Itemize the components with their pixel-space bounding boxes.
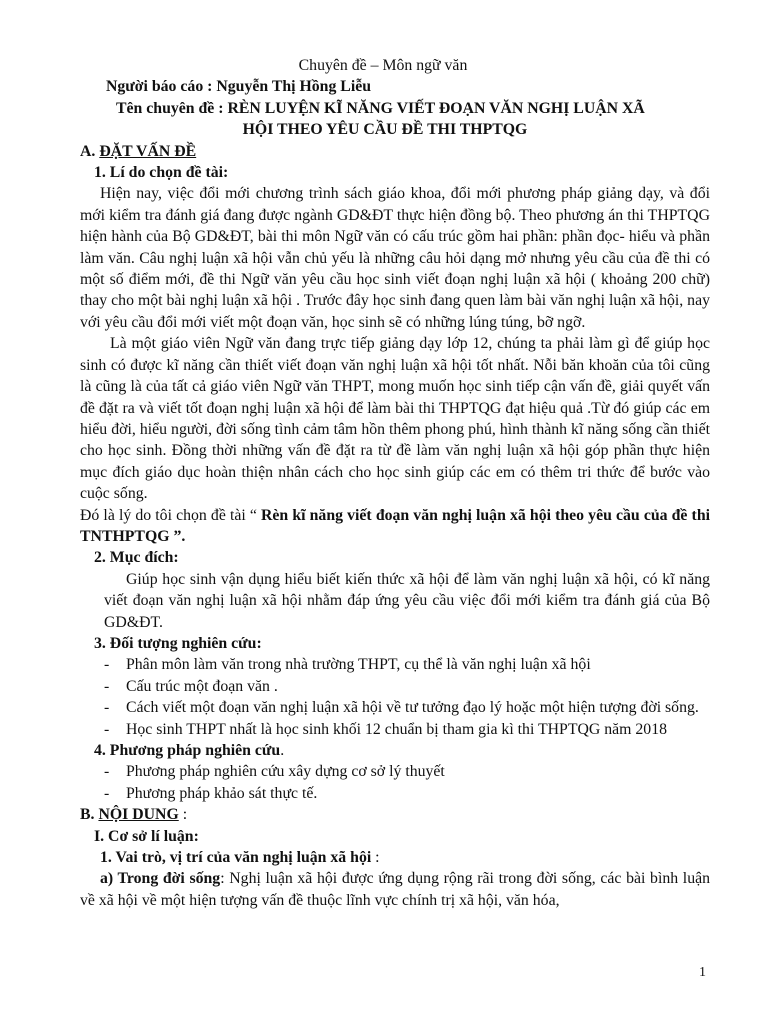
section-b-heading (80, 804, 710, 825)
list-item: - Học sinh THPT nhất là học sinh khối 12 chuẩn bị tham gia kì thi THPTQG năm 2018 (100, 719, 710, 740)
i-title: I. Cơ sở lí luận: (94, 827, 199, 845)
sub1-title-colon: : (371, 849, 380, 867)
reporter-line: Người báo cáo : Nguyễn Thị Hồng Liễu (106, 78, 372, 96)
section-a-letter: A. (80, 142, 100, 160)
section-a-title: ĐẶT VẤN ĐỀ (99, 142, 197, 160)
a-label: a) Trong đời sống (100, 870, 221, 888)
s1-title: 1. Lí do chọn đề tài: (94, 164, 229, 182)
list-item: - Phương pháp khảo sát thực tế. (100, 783, 710, 804)
sub1-title-text: 1. Vai trò, vị trí của văn nghị luận xã hội (100, 849, 372, 867)
topic-line-1: Tên chuyên đề : RÈN LUYỆN KĨ NĂNG VIẾT ĐOẠN VĂN NGHỊ LUẬN XÃ (116, 99, 645, 117)
list-item: - Cấu trúc một đoạn văn . (100, 676, 710, 697)
topic-line-2: HỘI THEO YÊU CẦU ĐỀ THI THPTQG (242, 121, 528, 139)
s3-list (80, 654, 710, 740)
s1-paragraph-3 (80, 505, 710, 548)
a-text: : Nghị luận xã hội được ứng dụng rộng rãi trong đời sống, các bài bình luận về xã hội về một hiện tượng vấn đề thuộc lĩnh vực chính trị xã hội, văn hóa, (80, 870, 711, 909)
sub1-title (100, 847, 710, 868)
s2-paragraph: Giúp học sinh vận dụng hiểu biết kiến thức xã hội để làm văn nghị luận xã hội, có kĩ năng viết đoạn văn nghị luận xã hội nhằm đáp ứng yêu cầu việc đổi mới kiểm tra đánh giá của Bộ GD&ĐT. (104, 570, 710, 631)
section-b-colon: : (178, 806, 188, 824)
section-b-title: NỘI DUNG (98, 806, 179, 824)
list-item: - Cách viết một đoạn văn nghị luận xã hội về tư tưởng đạo lý hoặc một hiện tượng đời sống. (100, 697, 710, 718)
s1-paragraph-1: Hiện nay, việc đổi mới chương trình sách giáo khoa, đổi mới phương pháp giảng dạy, và đổi mới kiểm tra đánh giá đang được ngành GD&ĐT thực hiện đồng bộ. Theo phương án thi THPTQG hiện hành của Bộ GD&ĐT, bài thi môn Ngữ văn có cấu trúc gồm hai phần: phần đọc- hiểu và phần làm văn. Câu nghị luận xã hội vẫn chủ yếu là những câu hỏi dạng mở nhưng yêu cầu của đề thi có một số điểm mới, đề thi Ngữ văn yêu cầu học sinh viết đoạn nghị luận xã hội ( khoảng 200 chữ) thay cho một bài nghị luận xã hội . Trước đây học sinh đang quen làm bài văn nghị luận xã hội, nay với yêu cầu đổi mới viết một đoạn văn, học sinh sẽ có những lúng túng, bỡ ngỡ. (80, 185, 710, 331)
subject-line: Chuyên đề – Môn ngữ văn (298, 57, 468, 74)
section-a-heading (80, 141, 710, 162)
s4-list (80, 761, 710, 804)
s4-title-text: 4. Phương pháp nghiên cứu (94, 742, 281, 759)
s1-p3-plain: Đó là lý do tôi chọn đề tài “ (80, 506, 262, 524)
list-item: - Phân môn làm văn trong nhà trường THPT, cụ thể là văn nghị luận xã hội (100, 654, 710, 675)
section-b-letter: B. (80, 806, 99, 824)
a-paragraph (80, 868, 710, 911)
s4-title-period: . (280, 742, 285, 759)
list-item: - Phương pháp nghiên cứu xây dựng cơ sở lý thuyết (100, 761, 710, 782)
page-number: 1 (699, 965, 706, 980)
s1-p3-bold: Rèn kĩ năng viết đoạn văn nghị luận xã hội theo yêu cầu của đề thi TNTHPTQG ”. (80, 506, 710, 545)
s2-title: 2. Mục đích: (94, 549, 179, 567)
s1-paragraph-2: Là một giáo viên Ngữ văn đang trực tiếp giảng dạy lớp 12, chúng ta phải làm gì để giúp học sinh có được kĩ năng cần thiết viết đoạn văn nghị luận xã hội tốt nhất. Nỗi băn khoăn của tôi cũng là cũng là của tất cả giáo viên Ngữ văn THPT, mong muốn học sinh tiếp cận vấn đề, giải quyết vấn đề đặt ra và viết tốt đoạn nghị luận xã hội để làm bài thi THPTQG đạt hiệu quả .Từ đó giúp các em hiểu đời, hiểu người, đời sống tình cảm tâm hồn thêm phong phú, hình thành kĩ năng sống cần thiết cho học sinh. Đồng thời những vấn đề đặt ra từ đề làm văn nghị luận xã hội góp phần thực hiện mục đích giáo dục hoàn thiện nhân cách cho học sinh giúp các em có thêm tri thức để bước vào cuộc sống. (80, 335, 710, 503)
s3-title: 3. Đối tượng nghiên cứu: (94, 634, 262, 652)
s4-title (94, 740, 710, 761)
